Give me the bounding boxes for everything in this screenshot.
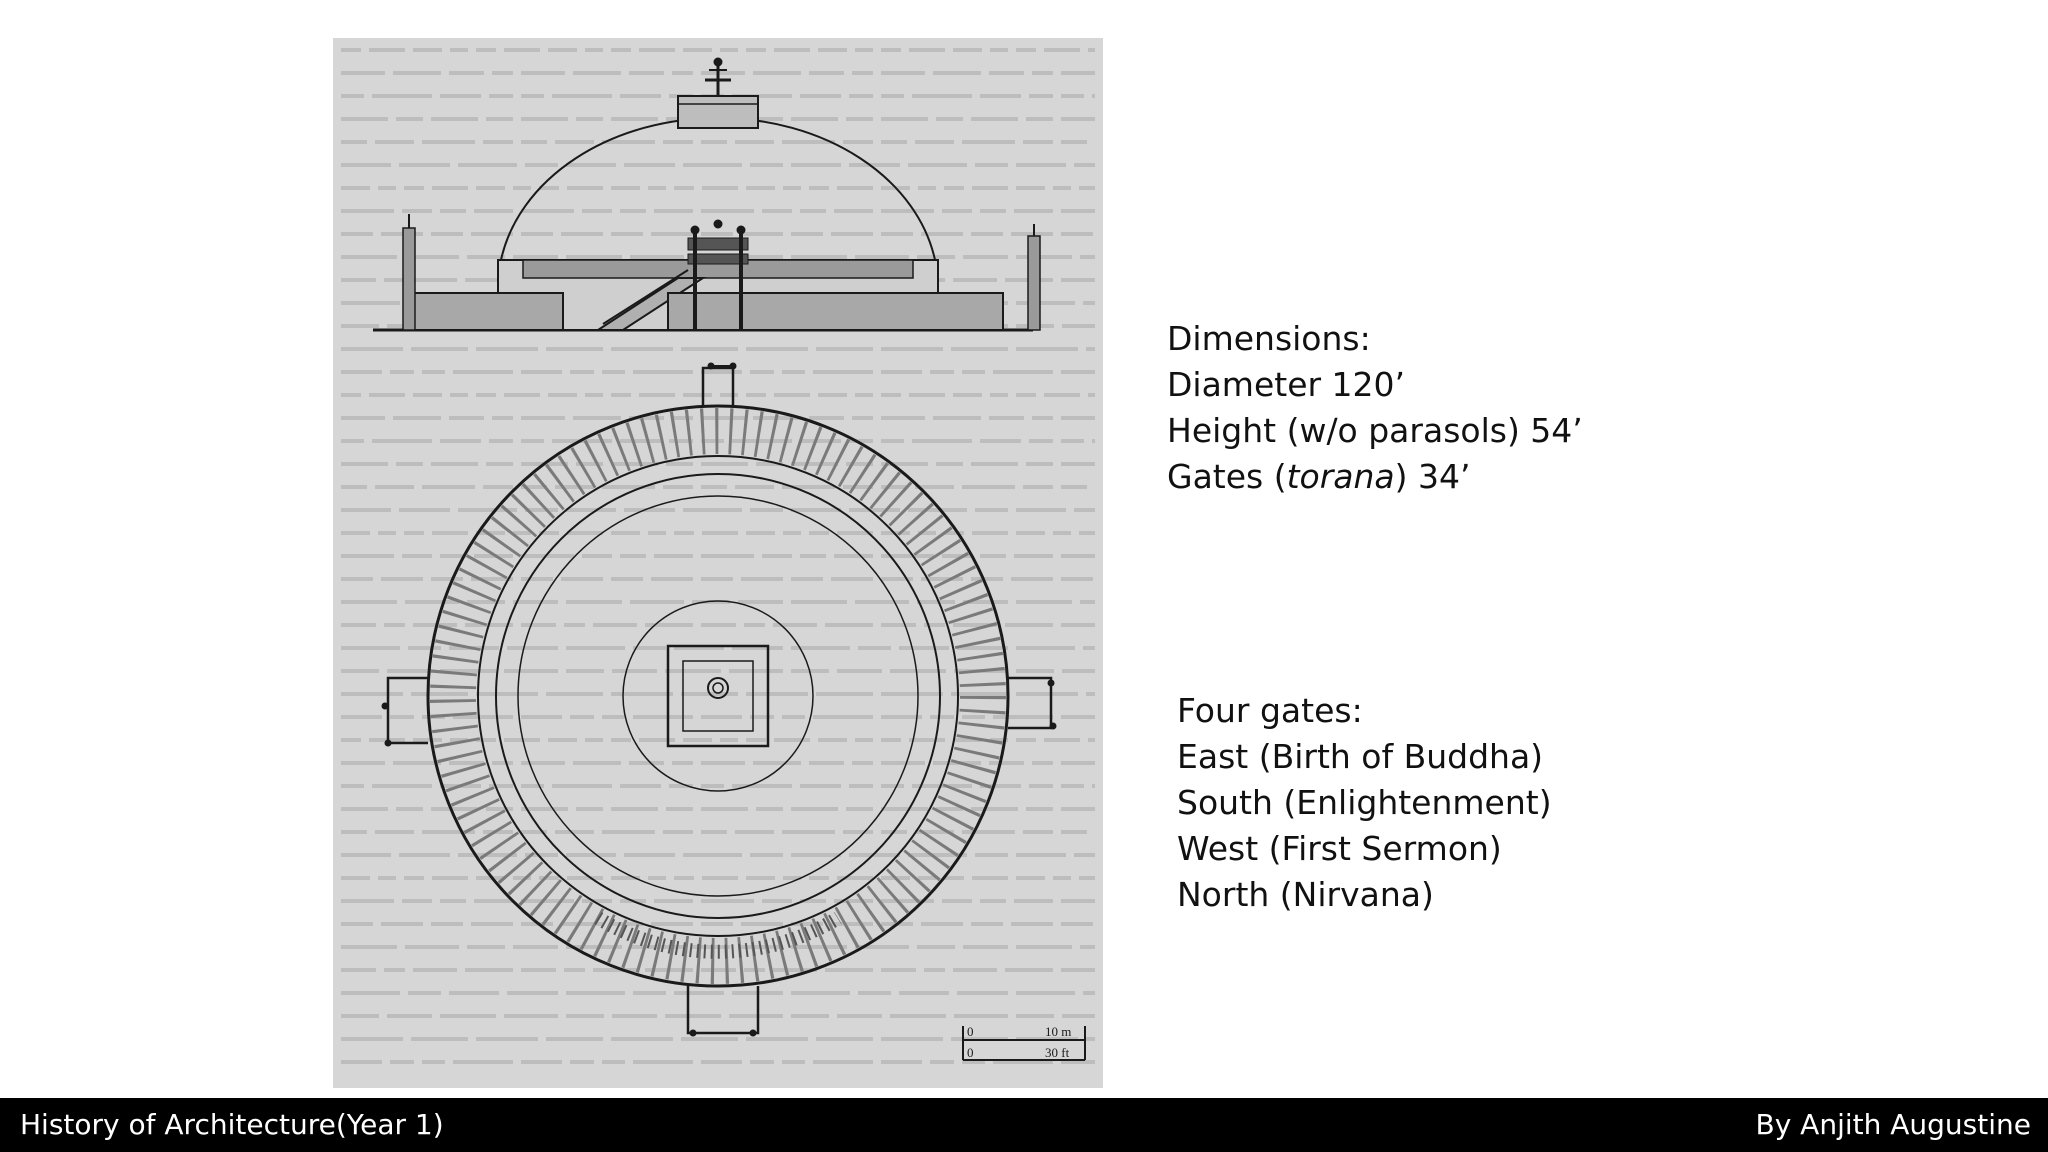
gate-north: North (Nirvana) [1177, 875, 1434, 914]
stupa-elevation [373, 58, 1040, 330]
course-title: History of Architecture(Year 1) [20, 1108, 444, 1141]
dimensions-heading: Dimensions: [1167, 319, 1371, 358]
stupa-drawing-figure [333, 38, 1103, 1088]
stupa-drawing [333, 38, 1103, 1088]
footer-bar [0, 1098, 2048, 1152]
gates-prefix: Gates ( [1167, 457, 1287, 496]
gate-south: South (Enlightenment) [1177, 783, 1552, 822]
dimensions-block [1167, 316, 1583, 500]
scale-imperial-label: 30 ft [1045, 1045, 1070, 1060]
gates-line [1167, 454, 1583, 500]
scale-bar [963, 1024, 1085, 1060]
gate-west: West (First Sermon) [1177, 829, 1502, 868]
four-gates-block [1177, 688, 1552, 918]
gate-east: East (Birth of Buddha) [1177, 737, 1544, 776]
four-gates-heading: Four gates: [1177, 691, 1363, 730]
gates-suffix: ) 34’ [1394, 457, 1471, 496]
author-credit: By Anjith Augustine [1755, 1108, 2031, 1141]
scale-metric-label: 10 m [1045, 1024, 1072, 1039]
scale-zero-top: 0 [967, 1024, 974, 1039]
diameter-line: Diameter 120’ [1167, 365, 1406, 404]
height-line: Height (w/o parasols) 54’ [1167, 411, 1583, 450]
torana-term: torana [1286, 457, 1395, 496]
scanned-page-texture [341, 50, 1095, 1062]
scale-zero-bottom: 0 [967, 1045, 974, 1060]
